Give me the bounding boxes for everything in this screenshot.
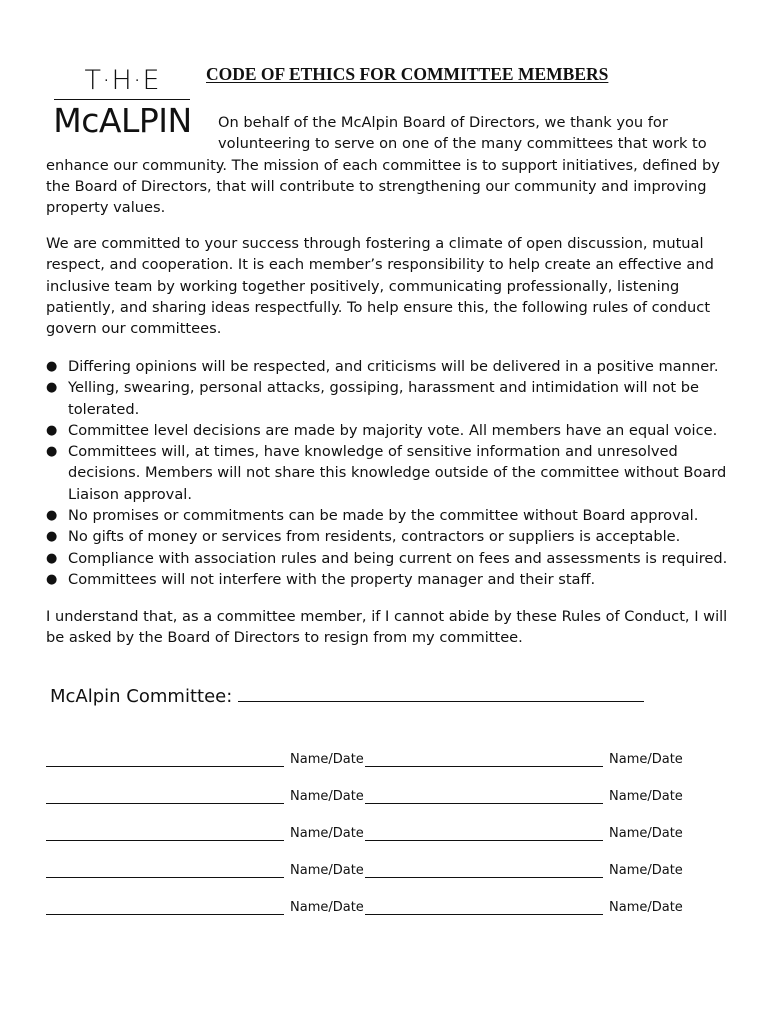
name-date-label: Name/Date bbox=[609, 752, 683, 767]
signature-row bbox=[46, 900, 686, 922]
intro-paragraph bbox=[46, 112, 736, 218]
list-item bbox=[46, 441, 736, 505]
committee-field bbox=[50, 683, 644, 707]
rule-text: Compliance with association rules and being current on fees and assessments is required. bbox=[68, 549, 728, 567]
bullet-icon: ● bbox=[46, 422, 58, 438]
logo-main-text: McALPIN bbox=[53, 101, 192, 140]
commitment-paragraph: We are committed to your success through fostering a climate of open discussion, mutual respect, and cooperation. It is each member’s responsibility to help create an effective and inclusive team by working together positively, communicating professionally, listening patiently, and sharing ideas respectfully. To help ensure this, the following rules of conduct govern our committees. bbox=[46, 235, 714, 338]
bullet-icon: ● bbox=[46, 444, 58, 460]
name-date-label: Name/Date bbox=[609, 900, 683, 915]
list-item bbox=[46, 505, 736, 526]
intro-lead-2: volunteering to serve on one of the many committees that work to bbox=[218, 135, 707, 153]
rules-list bbox=[46, 356, 736, 590]
list-item bbox=[46, 526, 736, 547]
signature-line[interactable] bbox=[46, 914, 284, 915]
signature-line[interactable] bbox=[46, 840, 284, 841]
committee-label: McAlpin Committee: bbox=[50, 686, 233, 707]
bullet-icon: ● bbox=[46, 380, 58, 396]
rule-text: No promises or commitments can be made by the committee without Board approval. bbox=[68, 507, 699, 525]
name-date-label: Name/Date bbox=[609, 863, 683, 878]
signature-line[interactable] bbox=[365, 803, 603, 804]
bullet-icon: ● bbox=[46, 550, 58, 566]
name-date-label: Name/Date bbox=[609, 826, 683, 841]
signature-line[interactable] bbox=[365, 766, 603, 767]
name-date-label: Name/Date bbox=[290, 826, 364, 841]
signature-line[interactable] bbox=[365, 877, 603, 878]
signature-row bbox=[46, 789, 686, 811]
rule-text: Yelling, swearing, personal attacks, gossiping, harassment and intimidation will not be tolerated. bbox=[68, 379, 700, 418]
logo-top-text: T·H·E bbox=[84, 65, 161, 96]
list-item bbox=[46, 420, 736, 441]
name-date-label: Name/Date bbox=[290, 789, 364, 804]
name-date-label: Name/Date bbox=[609, 789, 683, 804]
signature-line[interactable] bbox=[365, 914, 603, 915]
intro-rest: enhance our community. The mission of each committee is to support initiatives, defined by the Board of Directors, that will contribute to strengthening our community and improving property values. bbox=[46, 156, 720, 217]
rule-text: Committees will not interfere with the property manager and their staff. bbox=[68, 570, 596, 588]
name-date-label: Name/Date bbox=[290, 863, 364, 878]
logo-rule bbox=[54, 99, 190, 100]
signature-line[interactable] bbox=[46, 803, 284, 804]
name-date-label: Name/Date bbox=[290, 752, 364, 767]
rule-text: No gifts of money or services from residents, contractors or suppliers is acceptable. bbox=[68, 528, 681, 546]
signature-row bbox=[46, 863, 686, 885]
document-title: CODE OF ETHICS FOR COMMITTEE MEMBERS bbox=[206, 64, 609, 84]
signature-row bbox=[46, 826, 686, 848]
bullet-icon: ● bbox=[46, 508, 58, 524]
bullet-icon: ● bbox=[46, 529, 58, 545]
committee-blank-line[interactable] bbox=[238, 683, 644, 702]
bullet-icon: ● bbox=[46, 359, 58, 374]
name-date-label: Name/Date bbox=[290, 900, 364, 915]
list-item bbox=[46, 356, 736, 377]
signature-line[interactable] bbox=[46, 766, 284, 767]
list-item bbox=[46, 377, 736, 420]
bullet-icon: ● bbox=[46, 571, 58, 587]
rule-text: Differing opinions will be respected, and criticisms will be delivered in a positive manner. bbox=[68, 358, 719, 375]
rule-text: Committees will, at times, have knowledge of sensitive information and unresolved decisions. Members will not share this knowledge outside of the committee without Board Liaison approval. bbox=[68, 443, 727, 503]
list-item bbox=[46, 569, 736, 590]
signature-row bbox=[46, 752, 686, 774]
rule-text: Committee level decisions are made by majority vote. All members have an equal voice. bbox=[68, 421, 718, 439]
signature-line[interactable] bbox=[365, 840, 603, 841]
intro-lead: On behalf of the McAlpin Board of Directors, we thank you for bbox=[218, 114, 668, 131]
signature-line[interactable] bbox=[46, 877, 284, 878]
list-item bbox=[46, 548, 736, 569]
closing-paragraph: I understand that, as a committee member, if I cannot abide by these Rules of Conduct, I will be asked by the Board of Directors to resign from my committee. bbox=[46, 608, 728, 647]
